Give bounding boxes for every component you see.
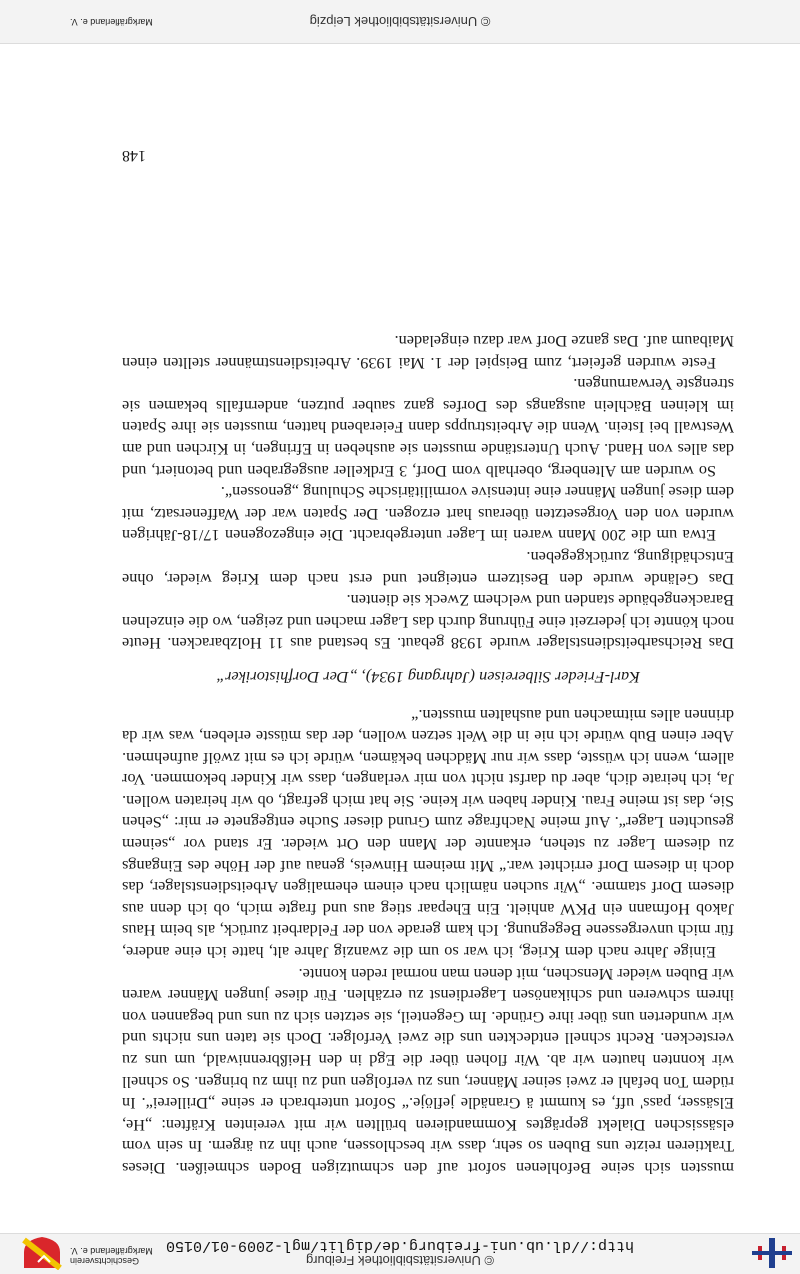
- document-url[interactable]: http://dl.ub.uni-freiburg.de/diglit/mgl-2009-01/0150: [165, 1237, 635, 1254]
- footer-association-name: Markgräflerland e. V.: [70, 17, 153, 27]
- page-number: 148: [122, 147, 146, 164]
- paragraph: Das Gelände wurde den Besitzern enteignet und erst nach dem Krieg wieder, ohne Entschädigung, zurückgegeben.: [122, 547, 734, 589]
- document-body: [122, 330, 734, 1179]
- paragraph: mussten sich seine Befohlenen sofort auf den schmutzigen Boden schmeißen. Dieses Traktieren reizte uns Buben so sehr, dass wir beschlossen, auch ihn zu ärgern. In sein vom elsässischen Dialekt geprägtes Kommandieren brüllten wir mit vereinten Kräften: „He, Elsässer, pass' uff, es kummt ä Granädle jeflöje.“ Sofort unterbrach er seine „Drillerei“. In rüdem Ton befahl er zwei seiner Männer, uns zu verfolgen und zu ihm zu bringen. So schnell wir konnten hauten wir ab. Wir flohen über die Egd in den Heißbrenniwald, um uns zu verstecken. Recht schnell entdeckten uns die zwei Verfolger. Doch sie taten uns nichts und wir wunderten uns über ihre Gründe. Im Gegenteil, sie setzten sich zu uns und begannen von ihrem schweren und schikanösen Lagerdienst zu erzählen. Für diese jungen Männer waren wir Buben wieder Menschen, mit denen man normal reden konnte.: [122, 964, 734, 1178]
- paragraph: So wurden am Altenberg, oberhalb vom Dorf, 3 Erdkeller ausgegraben und betoniert, und das alles von Hand. Auch Unterstände mussten sie ausheben in Efringen, in Kirchen und am Westwall bei Istein. Wenn die Arbeitstrupps dann Feierabend hatten, mussten sie ihre Spaten im kleinen Bächlein ausgangs des Dorfes ganz sauber putzen, andernfalls bekamen sie strengste Verwarnungen.: [122, 375, 734, 481]
- library-name: © Universitätsbibliothek Freiburg: [305, 1253, 495, 1268]
- paragraph: Einige Jahre nach dem Krieg, ich war so um die zwanzig Jahre alt, hatte ich eine andere, für mich unvergessene Begegnung. Ich kam gerade von der Feldarbeit zurück, als beim Haus Jakob Hofmann ein PKW anhielt. Ein Ehepaar stieg aus und fragte mich, ob ich denn aus diesem Dorf stamme. „Wir suchen nämlich nach einem ehemaligen Arbeitsdienstslager, das doch in diesem Dorf errichtet war.“ Mit meinem Hinweis, genau auf der Höhe des Eingangs zu diesem Lager zu stehen, erkannte der Mann den Ort wieder. Er stand vor „seinem gesuchten Lager“. Auf meine Nachfrage zum Grund dieser Suche entgegnete er mir: „Sehen Sie, das ist meine Frau. Kinder haben wir keine. Sie hat mich gefragt, ob wir heiraten wollen. Ja, ich heirate dich, aber du darfst nicht von mir verlangen, dass wir Kinder bekommen. Vor allem, wenn ich wüsste, dass wir nur Mädchen bekämen, würde ich es mit zwölf aufnehmen. Aber einen Bub würde ich nie in die Welt setzen wollen, der das müsste erleben, was wir da drinnen alles mitmachen und aushalten mussten.“: [122, 705, 734, 963]
- association-name: Geschichtsverein Markgräflerland e. V.: [70, 1246, 153, 1266]
- footer-bar: [0, 0, 800, 44]
- paragraph: Feste wurden gefeiert, zum Beispiel der 1. Mai 1939. Arbeitsdienstmänner stellten einen Maibaum auf. Das ganze Dorf war dazu eingeladen.: [122, 332, 734, 373]
- author-signature: Karl-Frieder Silbereisen (Jahrgang 1934), „Der Dorfhistoriker“: [216, 667, 640, 687]
- header-bar: [0, 1233, 800, 1274]
- paragraph: Das Reichsarbeitsdienstslager wurde 1938 gebaut. Es bestand aus 11 Holzbaracken. Heute noch könnte ich jederzeit eine Führung durch das Lager machen und zeigen, wo die einzelnen Barackengebäude standen und welchem Zweck sie dienten.: [122, 591, 734, 654]
- footer-library-name: © Universitätsbibliothek Leipzig: [309, 14, 491, 29]
- paragraph: Etwa um die 200 Mann waren im Lager untergebracht. Die eingezogenen 17/18-Jährigen wurden von den Vorgesetzten überaus hart erzogen. Der Spaten war der Waffenersatz, mit dem diese jungen Männer eine intensive vormilitärische Schulung „genossen“.: [122, 483, 734, 546]
- association-crest-icon: [10, 1236, 64, 1270]
